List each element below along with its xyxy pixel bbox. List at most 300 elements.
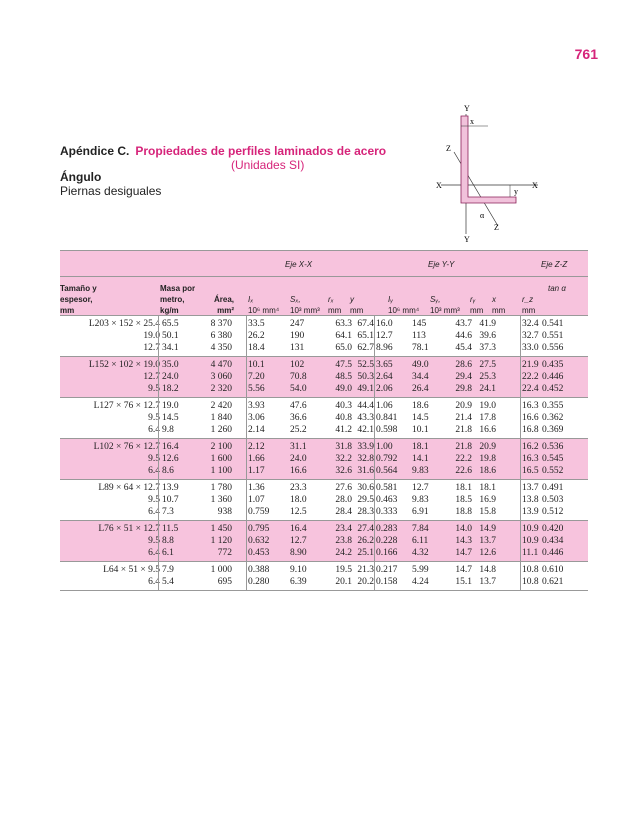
column-divider (246, 398, 247, 438)
column-header-tan-line: tan α (548, 284, 566, 293)
table-cell: 0.598 (376, 425, 398, 435)
table-row (60, 523, 588, 535)
table-cell: 40.3 (335, 401, 352, 411)
table-cell: 32.6 (335, 466, 352, 476)
table-cell: 4.24 (412, 577, 429, 587)
table-cell: 2 100 (210, 442, 232, 452)
table-cell: 37.3 (479, 343, 496, 353)
table-cell: 14.7 (455, 565, 472, 575)
column-header-sy-line: Sᵧ, (430, 295, 441, 304)
table-cell: 2.64 (376, 372, 393, 382)
table-cell: 0.556 (542, 343, 564, 353)
table-cell: 16.9 (479, 495, 496, 505)
table-cell: 13.8 (522, 495, 539, 505)
table-cell: 35.0 (162, 360, 179, 370)
table-cell: 113 (412, 331, 426, 341)
group-header-x: Eje X-X (285, 260, 313, 269)
column-header-y (350, 294, 363, 316)
table-row (60, 359, 588, 371)
table-cell: 12.7 (412, 483, 429, 493)
diagram-label-alpha: α (480, 211, 485, 220)
table-cell: 10.1 (248, 360, 265, 370)
table-cell: 0.632 (248, 536, 270, 546)
table-cell: 15.1 (455, 577, 472, 587)
table-cell: 25.3 (479, 372, 496, 382)
table-cell: 18.1 (412, 442, 429, 452)
table-cell: 0.564 (376, 466, 398, 476)
table-cell: 0.581 (376, 483, 398, 493)
column-header-ix (248, 294, 279, 316)
table-row (60, 453, 588, 465)
table-cell: 0.355 (542, 401, 564, 411)
table-cell: 12.7 (376, 331, 393, 341)
column-divider (246, 562, 247, 590)
column-header-mass-line: metro, (160, 295, 185, 304)
column-header-rz-line: mm (522, 306, 536, 315)
column-header-sx-line: Sₓ, (290, 295, 301, 304)
table-row (60, 371, 588, 383)
table-group (60, 357, 588, 398)
table-row (60, 506, 588, 518)
table-cell: 6.4 (148, 466, 160, 476)
angle-section-diagram (436, 104, 546, 244)
table-cell: 32.7 (522, 331, 539, 341)
column-divider (520, 316, 521, 356)
column-header-iy-line: 10⁶ mm⁴ (388, 306, 420, 315)
column-header-ry-line: rᵧ (470, 295, 476, 304)
column-divider (374, 357, 375, 397)
table-cell: 695 (217, 577, 232, 587)
column-divider (246, 316, 247, 356)
column-header-tan (548, 283, 566, 294)
table-cell: 14.0 (455, 524, 472, 534)
table-row (60, 342, 588, 354)
table-row (60, 318, 588, 330)
table-group (60, 439, 588, 480)
table-cell: 22.4 (522, 384, 539, 394)
table-cell: 34.4 (412, 372, 429, 382)
table-cell: 10.9 (522, 524, 539, 534)
table-cell: 7.84 (412, 524, 429, 534)
table-cell: 0.463 (376, 495, 398, 505)
table-cell: 14.5 (412, 413, 429, 423)
table-cell: L152 × 102 × 19.0 (88, 360, 160, 370)
table-cell: 1.07 (248, 495, 265, 505)
column-divider (158, 562, 159, 590)
diagram-label-z-bottom: Z (494, 223, 499, 232)
table-cell: 0.446 (542, 372, 564, 382)
table-cell: 19.5 (335, 565, 352, 575)
table-cell: 13.7 (522, 483, 539, 493)
table-row (60, 424, 588, 436)
column-header-sy (430, 294, 460, 316)
table-cell: 33.5 (248, 319, 265, 329)
column-header-area-line: Área, (213, 295, 234, 304)
table-cell: 0.420 (542, 524, 564, 534)
table-cell: 54.0 (290, 384, 307, 394)
table-cell: 29.5 (357, 495, 374, 505)
table-row (60, 576, 588, 588)
column-divider (158, 439, 159, 479)
table-cell: 25.1 (357, 548, 374, 558)
column-header-ry (470, 294, 483, 316)
table-cell: 0.551 (542, 331, 564, 341)
table-cell: 6.91 (412, 507, 429, 517)
table-cell: 41.2 (335, 425, 352, 435)
table-cell: L89 × 64 × 12.7 (98, 483, 160, 493)
table-cell: 21.8 (455, 425, 472, 435)
table-cell: 6.11 (412, 536, 429, 546)
table-cell: 0.759 (248, 507, 270, 517)
table-cell: 5.4 (162, 577, 174, 587)
table-cell: 9.5 (148, 413, 160, 423)
table-cell: 0.228 (376, 536, 398, 546)
table-cell: 49.0 (335, 384, 352, 394)
table-cell: 13.9 (162, 483, 179, 493)
column-header-mass (160, 283, 195, 316)
diagram-label-y-top: Y (464, 104, 470, 113)
table-cell: 1.06 (376, 401, 393, 411)
table-cell: 16.8 (522, 425, 539, 435)
table-cell: 1.36 (248, 483, 265, 493)
table-cell: 772 (217, 548, 232, 558)
table-cell: 10.8 (522, 565, 539, 575)
column-header-rz (522, 294, 535, 316)
table-cell: 65.1 (357, 331, 374, 341)
column-header-x-line: mm (492, 306, 506, 315)
table-cell: 9.5 (148, 454, 160, 464)
diagram-label-x-small: x (470, 117, 474, 126)
table-cell: 3.65 (376, 360, 393, 370)
group-header-z: Eje Z-Z (541, 260, 568, 269)
table-cell: 3 060 (210, 372, 232, 382)
table-group (60, 562, 588, 591)
table-cell: 1.66 (248, 454, 265, 464)
column-divider (520, 521, 521, 561)
table-cell: 10.9 (522, 536, 539, 546)
table-cell: 145 (412, 319, 427, 329)
table-cell: 0.512 (542, 507, 564, 517)
table-cell: 9.5 (148, 536, 160, 546)
table-cell: 3.06 (248, 413, 265, 423)
table-cell: 40.8 (335, 413, 352, 423)
table-cell: 1.17 (248, 466, 265, 476)
column-header-ix-line: 10⁶ mm⁴ (248, 306, 280, 315)
table-cell: 9.8 (162, 425, 174, 435)
diagram-label-y-small: y (514, 187, 518, 196)
table-row (60, 482, 588, 494)
table-cell: 0.491 (542, 483, 564, 493)
page-number: 761 (574, 46, 598, 62)
table-cell: 39.6 (479, 331, 496, 341)
table-cell: 52.5 (357, 360, 374, 370)
table-row (60, 400, 588, 412)
table-cell: L203 × 152 × 25.4 (88, 319, 160, 329)
table-row (60, 383, 588, 395)
column-header-y-line: mm (350, 306, 364, 315)
table-cell: 102 (290, 360, 305, 370)
table-cell: 16.6 (290, 466, 307, 476)
table-cell: 33.0 (522, 343, 539, 353)
table-cell: 67.4 (357, 319, 374, 329)
table-cell: 6.4 (148, 548, 160, 558)
table-cell: 6 380 (210, 331, 232, 341)
column-header-size-line: Tamaño y (60, 284, 97, 293)
table-cell: 2 420 (210, 401, 232, 411)
table-cell: 23.4 (335, 524, 352, 534)
table-cell: 26.4 (412, 384, 429, 394)
table-body (60, 316, 588, 591)
table-cell: 9.10 (290, 565, 307, 575)
table-cell: 2.14 (248, 425, 265, 435)
section-title: Ángulo (60, 170, 102, 184)
table-cell: 22.6 (455, 466, 472, 476)
table-cell: 19.0 (143, 331, 160, 341)
column-divider (374, 521, 375, 561)
table-cell: 44.4 (357, 401, 374, 411)
table-cell: 8.6 (162, 466, 174, 476)
table-cell: 18.8 (455, 507, 472, 517)
table-cell: 21.9 (522, 360, 539, 370)
table-cell: 13.9 (522, 507, 539, 517)
table-cell: 19.8 (479, 454, 496, 464)
table-cell: 24.0 (162, 372, 179, 382)
table-row (60, 330, 588, 342)
table-cell: 19.0 (162, 401, 179, 411)
diagram-label-x-left: X (436, 181, 442, 190)
table-cell: 0.369 (542, 425, 564, 435)
column-divider (520, 562, 521, 590)
table-cell: 17.8 (479, 413, 496, 423)
table-cell: 190 (290, 331, 305, 341)
column-divider (374, 480, 375, 520)
table-cell: 44.6 (455, 331, 472, 341)
table-cell: 1 450 (210, 524, 232, 534)
appendix-label: Apéndice C. (60, 144, 130, 158)
table-cell: 2 320 (210, 384, 232, 394)
table-cell: 8.96 (376, 343, 393, 353)
table-cell: 22.2 (522, 372, 539, 382)
angle-section-shape (461, 116, 516, 203)
table-cell: 1 100 (210, 466, 232, 476)
table-cell: 32.2 (335, 454, 352, 464)
table-cell: 938 (217, 507, 232, 517)
column-divider (158, 357, 159, 397)
table-group (60, 521, 588, 562)
table-cell: 21.3 (357, 565, 374, 575)
table-cell: 16.4 (290, 524, 307, 534)
table-cell: 78.1 (412, 343, 429, 353)
table-cell: 43.7 (455, 319, 472, 329)
table-cell: 50.3 (357, 372, 374, 382)
table-cell: 247 (290, 319, 305, 329)
table-cell: 64.1 (335, 331, 352, 341)
table-cell: 10.8 (522, 577, 539, 587)
table-cell: 18.5 (455, 495, 472, 505)
column-divider (246, 357, 247, 397)
table-cell: 6.39 (290, 577, 307, 587)
table-cell: 70.8 (290, 372, 307, 382)
column-header-x-line: x (492, 295, 496, 304)
table-group (60, 480, 588, 521)
table-cell: 20.2 (357, 577, 374, 587)
table-cell: 41.9 (479, 319, 496, 329)
table-cell: 28.3 (357, 507, 374, 517)
table-cell: 8.90 (290, 548, 307, 558)
table-cell: 8 370 (210, 319, 232, 329)
table-cell: 16.3 (522, 454, 539, 464)
table-cell: 5.56 (248, 384, 265, 394)
table-cell: 0.452 (542, 384, 564, 394)
table-cell: 20.9 (455, 401, 472, 411)
column-header-size (60, 283, 97, 316)
table-cell: 31.6 (357, 466, 374, 476)
table-cell: 7.20 (248, 372, 265, 382)
table-cell: 1 840 (210, 413, 232, 423)
table-cell: 27.5 (479, 360, 496, 370)
table-cell: 21.8 (455, 442, 472, 452)
table-cell: 14.3 (455, 536, 472, 546)
table-cell: 22.2 (455, 454, 472, 464)
column-divider (246, 439, 247, 479)
table-cell: 10.7 (162, 495, 179, 505)
table-cell: 14.1 (412, 454, 429, 464)
table-cell: 31.1 (290, 442, 307, 452)
table-cell: 45.4 (455, 343, 472, 353)
column-header-sx-line: 10³ mm³ (290, 306, 320, 315)
table-cell: 4 470 (210, 360, 232, 370)
table-cell: 16.4 (162, 442, 179, 452)
table-row (60, 494, 588, 506)
table-cell: 42.1 (357, 425, 374, 435)
column-header-area (194, 294, 234, 316)
table-cell: 4.32 (412, 548, 429, 558)
table-cell: 12.6 (479, 548, 496, 558)
table-cell: 2.12 (248, 442, 265, 452)
table-cell: 16.2 (522, 442, 539, 452)
table-cell: 1 260 (210, 425, 232, 435)
table-cell: 0.792 (376, 454, 398, 464)
table-cell: 0.541 (542, 319, 564, 329)
table-cell: 1 600 (210, 454, 232, 464)
units-label: (Unidades SI) (231, 158, 305, 172)
column-header-y-line: y (350, 295, 354, 304)
table-cell: 27.4 (357, 524, 374, 534)
table-cell: 14.8 (479, 565, 496, 575)
table-cell: 2.06 (376, 384, 393, 394)
table-cell: 47.6 (290, 401, 307, 411)
table-cell: 30.6 (357, 483, 374, 493)
table-cell: 11.1 (522, 548, 539, 558)
table-cell: 65.0 (335, 343, 352, 353)
table-cell: 0.280 (248, 577, 270, 587)
table-cell: 12.7 (143, 343, 160, 353)
table-cell: 28.4 (335, 507, 352, 517)
table-cell: 0.217 (376, 565, 398, 575)
table-cell: 1 000 (210, 565, 232, 575)
column-divider (158, 398, 159, 438)
column-header-sy-line: 10³ mm³ (430, 306, 460, 315)
appendix-heading (60, 144, 386, 159)
table-cell: 9.5 (148, 495, 160, 505)
table-cell: 16.6 (522, 413, 539, 423)
column-header-sx (290, 294, 320, 316)
table-cell: 5.99 (412, 565, 429, 575)
table-cell: 47.5 (335, 360, 352, 370)
table-cell: 12.5 (290, 507, 307, 517)
column-header-area-line: mm² (217, 306, 234, 315)
table-cell: 24.0 (290, 454, 307, 464)
table-cell: 12.6 (162, 454, 179, 464)
table-row (60, 465, 588, 477)
column-header-iy-line: Iᵧ (388, 295, 394, 304)
column-header-size-line: espesor, (60, 295, 93, 304)
table-cell: 0.283 (376, 524, 398, 534)
table-cell: 16.5 (522, 466, 539, 476)
table-cell: 18.1 (455, 483, 472, 493)
table-cell: 13.7 (479, 536, 496, 546)
column-divider (374, 562, 375, 590)
table-cell: 29.4 (455, 372, 472, 382)
table-cell: 9.83 (412, 495, 429, 505)
table-cell: 0.166 (376, 548, 398, 558)
table-row (60, 441, 588, 453)
table-cell: 0.435 (542, 360, 564, 370)
table-cell: 0.434 (542, 536, 564, 546)
group-header-y: Eje Y-Y (428, 260, 455, 269)
table-cell: 49.1 (357, 384, 374, 394)
table-cell: 9.83 (412, 466, 429, 476)
table-cell: 36.6 (290, 413, 307, 423)
table-cell: 1.00 (376, 442, 393, 452)
table-cell: 29.8 (455, 384, 472, 394)
column-header-rx-line: rₓ (328, 295, 334, 304)
column-divider (246, 521, 247, 561)
table-cell: 0.841 (376, 413, 398, 423)
table-cell: 7.9 (162, 565, 174, 575)
table-cell: 43.3 (357, 413, 374, 423)
table-cell: 9.5 (148, 384, 160, 394)
diagram-label-y-bottom: Y (464, 235, 470, 244)
column-header-rz-line: r_z (522, 295, 534, 304)
table-cell: 0.453 (248, 548, 270, 558)
column-header-mass-line: kg/m (160, 306, 179, 315)
table-cell: 20.9 (479, 442, 496, 452)
table-group (60, 316, 588, 357)
table-cell: 0.158 (376, 577, 398, 587)
table-cell: 23.3 (290, 483, 307, 493)
column-header-ix-line: Iₓ (248, 295, 254, 304)
table-cell: 33.9 (357, 442, 374, 452)
table-cell: 11.5 (162, 524, 179, 534)
table-cell: 28.6 (455, 360, 472, 370)
column-header-rx-line: mm (328, 306, 342, 315)
table-cell: 26.2 (357, 536, 374, 546)
table-cell: 19.0 (479, 401, 496, 411)
diagram-label-x-right: X (532, 181, 538, 190)
table-cell: 18.0 (290, 495, 307, 505)
table-cell: 18.1 (479, 483, 496, 493)
table-cell: 18.6 (412, 401, 429, 411)
table-cell: 0.446 (542, 548, 564, 558)
column-divider (520, 357, 521, 397)
column-header-iy (388, 294, 419, 316)
table-cell: 16.0 (376, 319, 393, 329)
section-subtitle: Piernas desiguales (60, 184, 162, 198)
table-group (60, 398, 588, 439)
table-cell: 6.4 (148, 507, 160, 517)
table-cell: 0.610 (542, 565, 564, 575)
